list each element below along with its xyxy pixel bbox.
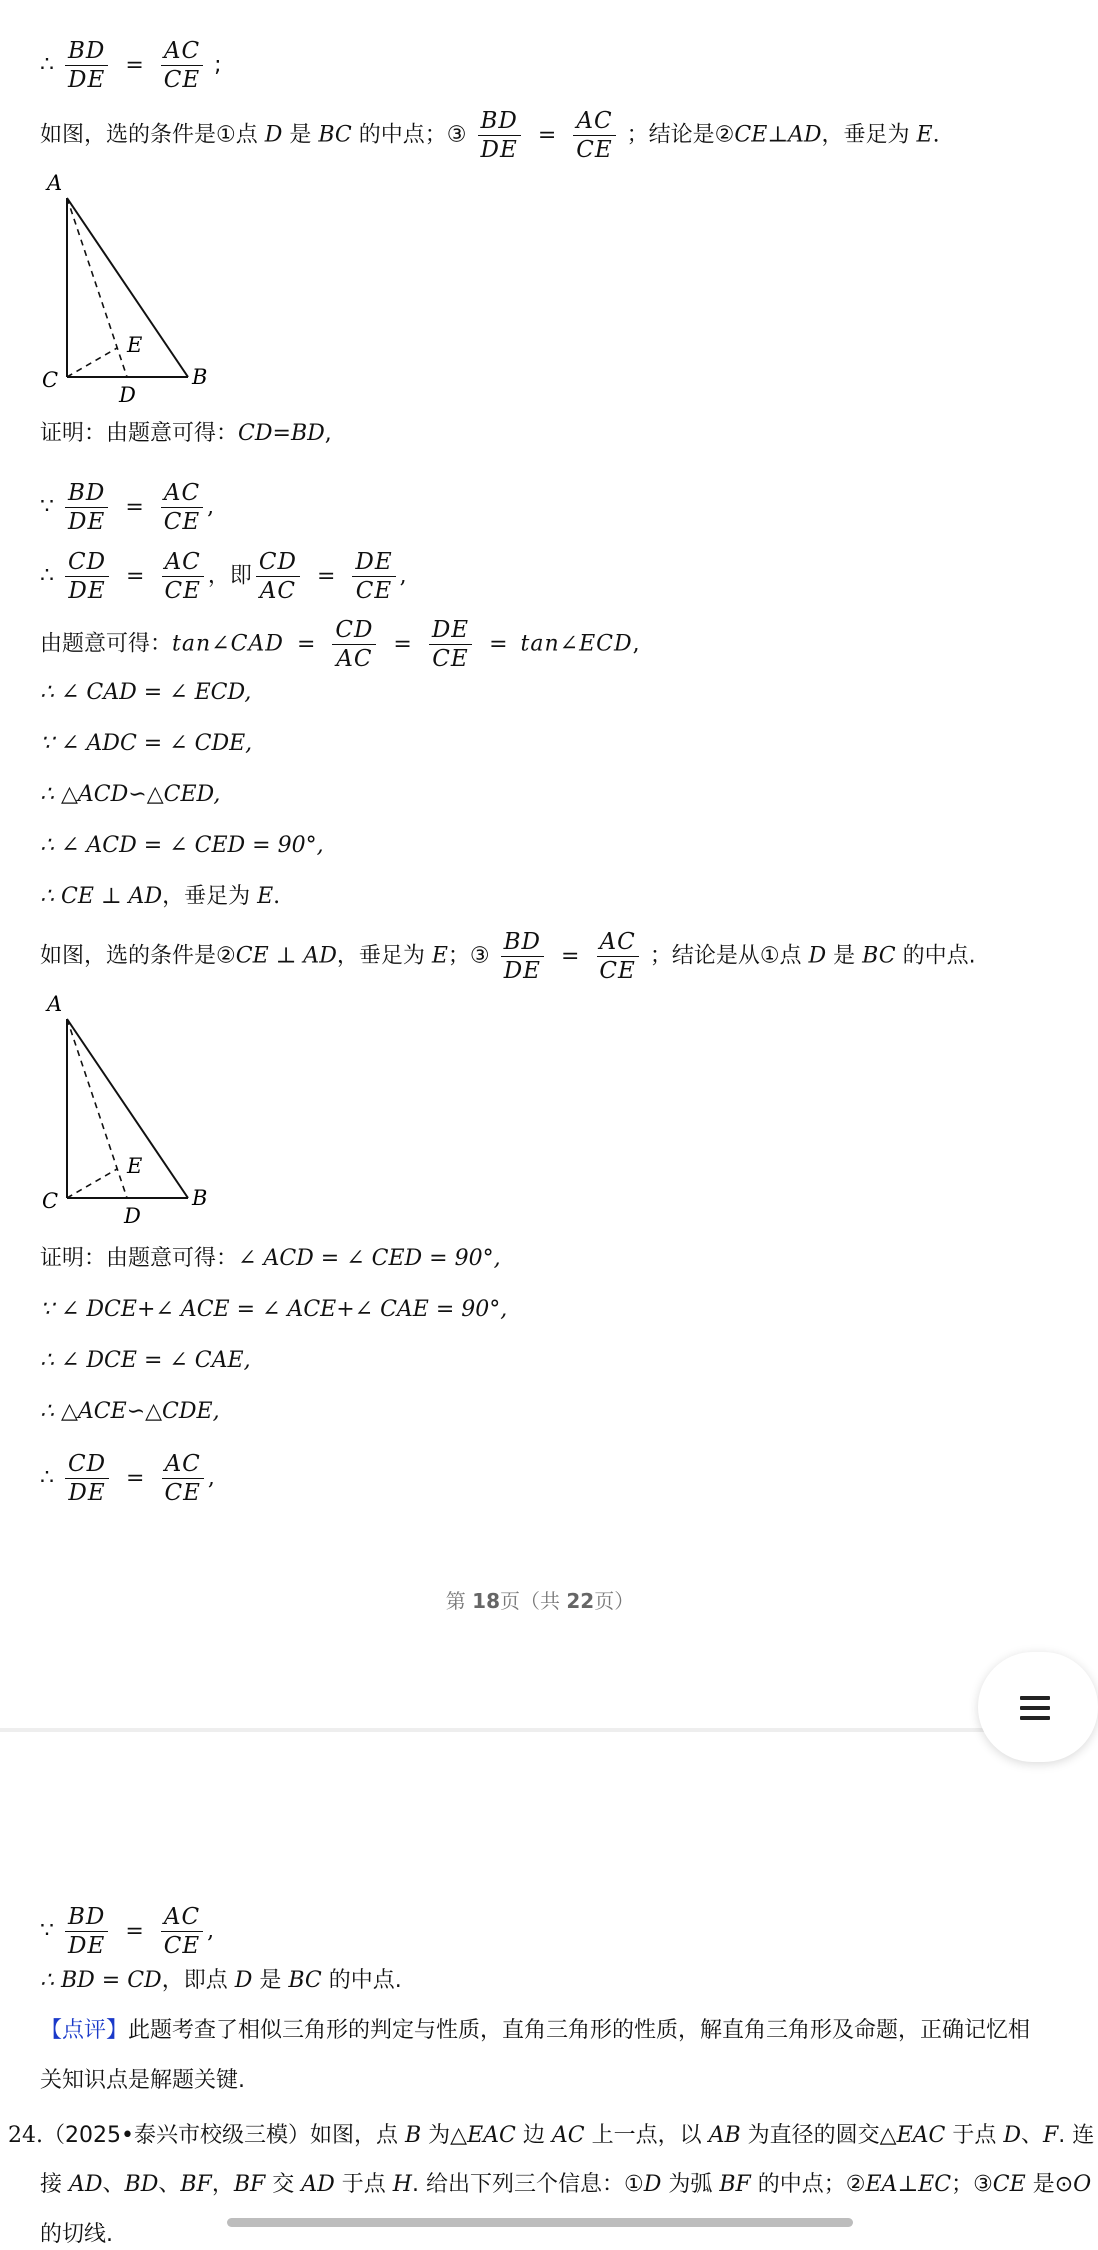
fraction: $\frac{CD}{DE}$	[65, 549, 109, 604]
label-B: B	[192, 365, 208, 389]
line-16: ∴ △ACE∽△CDE,	[40, 1399, 220, 1424]
fraction: $\frac{AC}{CE}$	[161, 480, 203, 535]
line-5: ∴ $\frac{CD}{DE}$ = $\frac{AC}{CE}$ ，即 $\frac{CD}{AC}$ = $\frac{DE}{CE}$ ,	[40, 549, 407, 604]
line-1: ∴ $\frac{BD}{DE}$ = $\frac{AC}{CE}$ ;	[40, 38, 222, 93]
p2-line-1: ∵ $\frac{BD}{DE}$ = $\frac{AC}{CE}$ ,	[40, 1904, 215, 1959]
line-12: 如图，选的条件是②CE ⊥ AD，垂足为 E；③ $\frac{BD}{DE}$ = $\frac{AC}{CE}$ ；结论是从①点 D 是 BC 的中点.	[40, 929, 976, 984]
comment-tag: 【点评】	[40, 2018, 129, 2043]
menu-button[interactable]	[978, 1652, 1098, 1762]
fraction: $\frac{CD}{AC}$	[256, 549, 300, 604]
line-7: ∴ ∠ CAD = ∠ ECD,	[40, 680, 252, 705]
dashed-AD	[67, 1019, 127, 1198]
fraction: $\frac{AC}{CE}$	[596, 929, 638, 984]
label-A: A	[47, 992, 63, 1016]
label-D: D	[124, 1204, 141, 1228]
label-A: A	[47, 171, 63, 195]
therefore-symbol: ∴	[40, 52, 54, 78]
line-11: ∴ CE ⊥ AD，垂足为 E.	[40, 884, 281, 909]
line-17: ∴ $\frac{CD}{DE}$ = $\frac{AC}{CE}$ ,	[40, 1451, 215, 1506]
dashed-CE	[67, 348, 117, 377]
label-C: C	[42, 368, 59, 392]
line-4: ∵ $\frac{BD}{DE}$ = $\frac{AC}{CE}$ ,	[40, 480, 215, 535]
line-6: 由题意可得：tan∠CAD = $\frac{CD}{AC}$ = $\frac{DE}{CE}$ = tan∠ECD,	[40, 617, 640, 672]
triangle-figure-1	[36, 166, 226, 406]
label-B: B	[192, 1186, 208, 1210]
fraction: $\frac{AC}{CE}$	[161, 549, 203, 604]
line-14: ∵ ∠ DCE+∠ ACE = ∠ ACE+∠ CAE = 90°,	[40, 1297, 508, 1322]
fraction: $\frac{CD}{AC}$	[332, 617, 376, 672]
fraction: $\frac{BD}{DE}$	[478, 108, 521, 163]
line-15: ∴ ∠ DCE = ∠ CAE,	[40, 1348, 251, 1373]
menu-icon	[1020, 1706, 1050, 1710]
p2-line-4: 关知识点是解题关键.	[40, 2068, 245, 2093]
dashed-CE	[67, 1169, 117, 1198]
fraction: $\frac{AC}{CE}$	[161, 1451, 203, 1506]
question-24-line-3: 的切线.	[40, 2222, 113, 2247]
page-divider	[0, 1728, 1080, 1732]
line-2: 如图，选的条件是①点 D 是 BC 的中点；③ $\frac{BD}{DE}$ = $\frac{AC}{CE}$ ；结论是②CE⊥AD，垂足为 E.	[40, 108, 940, 163]
fraction: $\frac{DE}{CE}$	[352, 549, 395, 604]
fraction: $\frac{AC}{CE}$	[161, 38, 203, 93]
label-E: E	[127, 1154, 143, 1178]
page-number: 第 18页（共 22页）	[445, 1589, 635, 1613]
fraction: $\frac{BD}{DE}$	[501, 929, 544, 984]
fraction: $\frac{BD}{DE}$	[65, 480, 108, 535]
fraction: $\frac{AC}{CE}$	[573, 108, 615, 163]
dashed-AD	[67, 198, 127, 377]
menu-icon	[1020, 1696, 1050, 1700]
line-10: ∴ ∠ ACD = ∠ CED = 90°,	[40, 833, 324, 858]
fraction: $\frac{BD}{DE}$	[65, 1904, 108, 1959]
fraction: $\frac{CD}{DE}$	[65, 1451, 109, 1506]
label-C: C	[42, 1189, 59, 1213]
question-24-line-1: 24.（2025•泰兴市校级三模）如图，点 B 为△EAC 边 AC 上一点，以 AB 为直径的圆交△EAC 于点 D、F. 连	[8, 2123, 1095, 2148]
menu-icon	[1020, 1716, 1050, 1720]
fraction: $\frac{BD}{DE}$	[65, 38, 108, 93]
line-8: ∵ ∠ ADC = ∠ CDE,	[40, 731, 253, 756]
fraction: $\frac{DE}{CE}$	[429, 617, 472, 672]
line-9: ∴ △ACD∽△CED,	[40, 782, 221, 807]
line-13: 证明：由题意可得：∠ ACD = ∠ CED = 90°,	[40, 1246, 501, 1271]
line-3: 证明：由题意可得：CD=BD,	[40, 421, 332, 446]
fraction: $\frac{AC}{CE}$	[161, 1904, 203, 1959]
question-24-line-2: 接 AD、BD、BF，BF 交 AD 于点 H. 给出下列三个信息：①D 为弧 BF 的中点；②EA⊥EC；③CE 是⊙O	[40, 2172, 1092, 2197]
label-E: E	[127, 333, 143, 357]
triangle-figure-2	[36, 987, 226, 1227]
home-indicator[interactable]	[227, 2218, 853, 2227]
p2-line-2: ∴ BD = CD，即点 D 是 BC 的中点.	[40, 1968, 402, 1993]
label-D: D	[119, 383, 136, 407]
p2-line-3: 【点评】此题考查了相似三角形的判定与性质，直角三角形的性质，解直角三角形及命题，正确记忆相	[40, 2018, 1031, 2043]
